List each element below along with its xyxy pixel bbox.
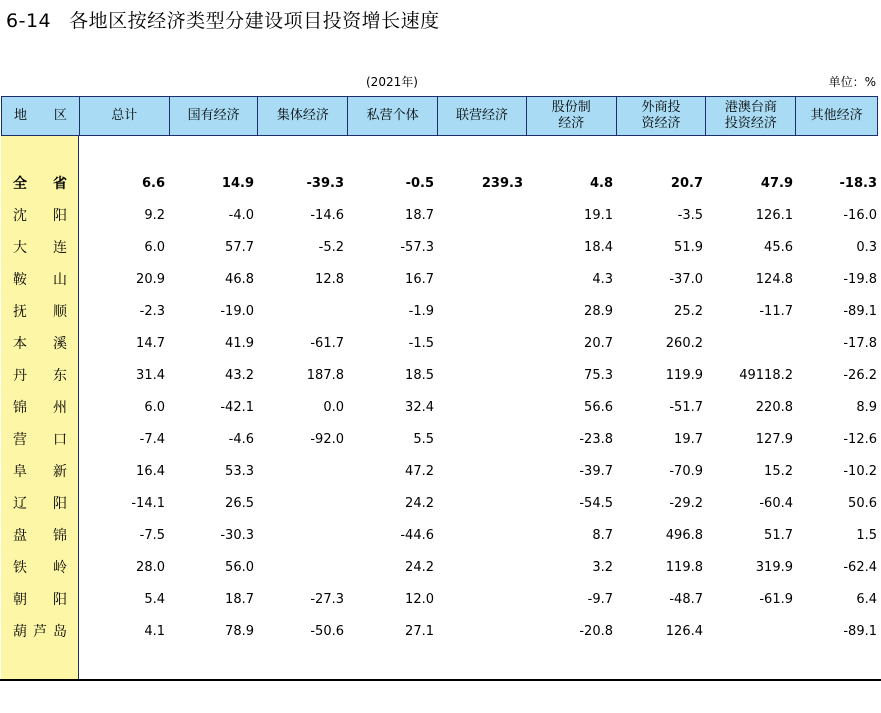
value-cell: -50.6 (310, 624, 344, 639)
value-cell: 126.1 (755, 208, 793, 223)
region-name (1, 552, 79, 584)
value-cell: 28.9 (584, 304, 613, 319)
value-cell: 14.9 (221, 176, 254, 191)
value-cell (436, 424, 524, 456)
value-cell: 18.7 (405, 208, 434, 223)
value-cell: -89.1 (843, 304, 877, 319)
value-cell: 46.8 (225, 272, 254, 287)
value-cell (436, 616, 524, 648)
value-cell: -17.8 (843, 336, 877, 351)
unit-label: 单位：% (828, 75, 876, 89)
table-row (1, 616, 878, 648)
region-name-char: 东 (53, 368, 67, 384)
value-cell: 18.7 (225, 592, 254, 607)
value-cell: -4.0 (228, 208, 254, 223)
value-cell: 4.3 (592, 272, 613, 287)
value-cell: 260.2 (665, 336, 703, 351)
region-name (1, 584, 79, 616)
value-cell: -14.1 (131, 496, 165, 511)
value-cell: 9.2 (144, 208, 165, 223)
value-cell: -60.4 (759, 496, 793, 511)
value-cell: 8.7 (592, 528, 613, 543)
value-cell: 56.0 (225, 560, 254, 575)
value-cell: 50.6 (848, 496, 877, 511)
table-row-total (1, 168, 878, 200)
value-cell: -7.5 (139, 528, 165, 543)
region-name-char: 山 (53, 272, 67, 288)
region-name-char: 鞍 (13, 272, 27, 288)
value-cell: 5.4 (144, 592, 165, 607)
value-cell: 32.4 (405, 400, 434, 415)
value-cell: -19.8 (843, 272, 877, 287)
region-name-char: 阜 (13, 464, 27, 480)
value-cell: 6.4 (856, 592, 877, 607)
value-cell: -1.9 (408, 304, 434, 319)
value-cell: 3.2 (592, 560, 613, 575)
value-cell: 27.1 (405, 624, 434, 639)
region-name-char: 沈 (13, 208, 27, 224)
value-cell: 18.4 (584, 240, 613, 255)
region-name-char: 丹 (13, 368, 27, 384)
value-cell (257, 552, 345, 584)
value-cell: 19.7 (674, 432, 703, 447)
value-cell: -9.7 (587, 592, 613, 607)
value-cell: -92.0 (310, 432, 344, 447)
region-name-char: 抚 (13, 304, 27, 320)
header-shareholding: 股份制 经济 (527, 97, 617, 135)
value-cell: -18.3 (839, 176, 877, 191)
value-cell: 220.8 (755, 400, 793, 415)
value-cell: 14.7 (136, 336, 165, 351)
value-cell (436, 232, 524, 264)
value-cell: 16.4 (136, 464, 165, 479)
table-row (1, 520, 878, 552)
region-name-char: 省 (53, 176, 67, 192)
region-name (1, 392, 79, 424)
region-name-char: 朝 (13, 592, 27, 608)
region-name-char: 大 (13, 240, 27, 256)
region-name-char: 阳 (53, 496, 67, 512)
table-row (1, 456, 878, 488)
value-cell: 26.5 (225, 496, 254, 511)
value-cell (436, 552, 524, 584)
region-name-char: 连 (53, 240, 67, 256)
value-cell: 31.4 (136, 368, 165, 383)
value-cell: -51.7 (669, 400, 703, 415)
region-name (1, 424, 79, 456)
header-hk-macao-taiwan: 港澳台商 投资经济 (706, 97, 796, 135)
table-row (1, 360, 878, 392)
value-cell: -70.9 (669, 464, 703, 479)
value-cell: 0.0 (323, 400, 344, 415)
value-cell (436, 520, 524, 552)
region-name-char: 新 (53, 464, 67, 480)
value-cell: 25.2 (674, 304, 703, 319)
value-cell: -27.3 (310, 592, 344, 607)
region-name-char: 锦 (13, 400, 27, 416)
region-name (1, 296, 79, 328)
value-cell: 496.8 (665, 528, 703, 543)
value-cell: 41.9 (225, 336, 254, 351)
region-name-char: 岛 (53, 624, 67, 640)
table-row (1, 328, 878, 360)
value-cell: -1.5 (408, 336, 434, 351)
table-row (1, 200, 878, 232)
value-cell: 0.3 (856, 240, 877, 255)
table-row (1, 424, 878, 456)
value-cell: 20.7 (584, 336, 613, 351)
value-cell: -4.6 (228, 432, 254, 447)
value-cell: 6.0 (144, 240, 165, 255)
value-cell: 75.3 (584, 368, 613, 383)
value-cell: 127.9 (755, 432, 793, 447)
value-cell (257, 456, 345, 488)
value-cell (257, 520, 345, 552)
table-row (1, 392, 878, 424)
value-cell (436, 456, 524, 488)
value-cell: 8.9 (856, 400, 877, 415)
value-cell: 16.7 (405, 272, 434, 287)
value-cell: 57.7 (225, 240, 254, 255)
value-cell (436, 584, 524, 616)
region-name (1, 264, 79, 296)
region-name (1, 328, 79, 360)
table-number: 6-14 (6, 10, 52, 32)
value-cell: 19.1 (584, 208, 613, 223)
value-cell: 49118.2 (739, 368, 793, 383)
value-cell: -42.1 (220, 400, 254, 415)
value-cell: 187.8 (306, 368, 344, 383)
value-cell: 119.8 (665, 560, 703, 575)
table-title-text: 各地区按经济类型分建设项目投资增长速度 (69, 10, 440, 32)
region-name (1, 488, 79, 520)
header-collective: 集体经济 (258, 97, 348, 135)
region-name (1, 360, 79, 392)
value-cell: -12.6 (843, 432, 877, 447)
value-cell: 47.9 (760, 176, 793, 191)
value-cell: 4.1 (144, 624, 165, 639)
value-cell (257, 488, 345, 520)
region-name-char: 口 (53, 432, 67, 448)
header-state-owned: 国有经济 (170, 97, 259, 135)
region-name (1, 200, 79, 232)
value-cell: 53.3 (225, 464, 254, 479)
header-region-char: 地 (14, 108, 28, 123)
value-cell: 119.9 (665, 368, 703, 383)
value-cell: 239.3 (481, 176, 523, 191)
value-cell: -23.8 (579, 432, 613, 447)
value-cell: 5.5 (413, 432, 434, 447)
region-name (1, 456, 79, 488)
value-cell (436, 264, 524, 296)
region-name-char: 岭 (53, 560, 67, 576)
table-bottom-rule (0, 679, 881, 681)
table-row (1, 296, 878, 328)
value-cell: 28.0 (136, 560, 165, 575)
region-name-char: 铁 (13, 560, 27, 576)
region-name (1, 168, 79, 200)
region-name-char: 盘 (13, 528, 27, 544)
value-cell: 51.7 (764, 528, 793, 543)
value-cell: -11.7 (759, 304, 793, 319)
value-cell: 6.0 (144, 400, 165, 415)
header-foreign: 外商投 资经济 (617, 97, 707, 135)
value-cell: -19.0 (220, 304, 254, 319)
region-name-char: 芦 (33, 624, 47, 640)
year-label: (2021年) (366, 75, 418, 89)
region-name-char: 辽 (13, 496, 27, 512)
value-cell: 126.4 (665, 624, 703, 639)
header-joint: 联营经济 (438, 97, 527, 135)
value-cell: -48.7 (669, 592, 703, 607)
value-cell: 15.2 (764, 464, 793, 479)
value-cell: -57.3 (400, 240, 434, 255)
value-cell: -7.4 (139, 432, 165, 447)
value-cell: -10.2 (843, 464, 877, 479)
value-cell: 124.8 (755, 272, 793, 287)
value-cell: -61.9 (759, 592, 793, 607)
value-cell: 24.2 (405, 560, 434, 575)
value-cell (436, 296, 524, 328)
table-row (1, 584, 878, 616)
value-cell: 12.8 (315, 272, 344, 287)
value-cell: 4.8 (589, 176, 613, 191)
table-row (1, 488, 878, 520)
value-cell: -61.7 (310, 336, 344, 351)
value-cell: 78.9 (225, 624, 254, 639)
value-cell: 45.6 (764, 240, 793, 255)
region-name-char: 本 (13, 336, 27, 352)
region-name-char: 阳 (53, 592, 67, 608)
region-name (1, 616, 79, 648)
header-other: 其他经济 (810, 108, 863, 123)
value-cell: 1.5 (856, 528, 877, 543)
value-cell (436, 200, 524, 232)
region-name-char: 锦 (53, 528, 67, 544)
value-cell: 56.6 (584, 400, 613, 415)
table-title (6, 6, 440, 33)
region-name-char: 州 (53, 400, 67, 416)
value-cell: -2.3 (139, 304, 165, 319)
table-row (1, 552, 878, 584)
value-cell: -14.6 (310, 208, 344, 223)
value-cell (436, 392, 524, 424)
value-cell: -0.5 (405, 176, 434, 191)
header-private: 私营个体 (348, 97, 438, 135)
value-cell: 18.5 (405, 368, 434, 383)
value-cell: 43.2 (225, 368, 254, 383)
value-cell: -39.7 (579, 464, 613, 479)
value-cell: -39.3 (306, 176, 344, 191)
region-name-char: 溪 (53, 336, 67, 352)
region-name-char: 营 (13, 432, 27, 448)
value-cell: -54.5 (579, 496, 613, 511)
value-cell: -16.0 (843, 208, 877, 223)
value-cell: -89.1 (843, 624, 877, 639)
value-cell: 20.9 (136, 272, 165, 287)
value-cell: -62.4 (843, 560, 877, 575)
table-row (1, 264, 878, 296)
value-cell (706, 328, 794, 360)
value-cell (436, 488, 524, 520)
header-region (2, 97, 80, 135)
region-name (1, 520, 79, 552)
value-cell: 319.9 (755, 560, 793, 575)
value-cell: -3.5 (677, 208, 703, 223)
header-total: 总计 (80, 97, 170, 135)
table-header (1, 96, 878, 136)
header-region-char: 区 (53, 108, 67, 123)
value-cell: -20.8 (579, 624, 613, 639)
table-row (1, 232, 878, 264)
value-cell: 6.6 (141, 176, 165, 191)
value-cell: -44.6 (400, 528, 434, 543)
value-cell: -26.2 (843, 368, 877, 383)
value-cell (436, 328, 524, 360)
region-name-char: 阳 (53, 208, 67, 224)
value-cell: -29.2 (669, 496, 703, 511)
value-cell: -37.0 (669, 272, 703, 287)
value-cell (257, 296, 345, 328)
value-cell: 12.0 (405, 592, 434, 607)
value-cell: 51.9 (674, 240, 703, 255)
region-name-char: 葫 (13, 624, 27, 640)
value-cell: -5.2 (318, 240, 344, 255)
value-cell: 24.2 (405, 496, 434, 511)
value-cell: -30.3 (220, 528, 254, 543)
region-name-char: 全 (13, 176, 27, 192)
region-name (1, 232, 79, 264)
value-cell (436, 360, 524, 392)
value-cell: 47.2 (405, 464, 434, 479)
value-cell (706, 616, 794, 648)
region-name-char: 顺 (53, 304, 67, 320)
value-cell: 20.7 (670, 176, 703, 191)
